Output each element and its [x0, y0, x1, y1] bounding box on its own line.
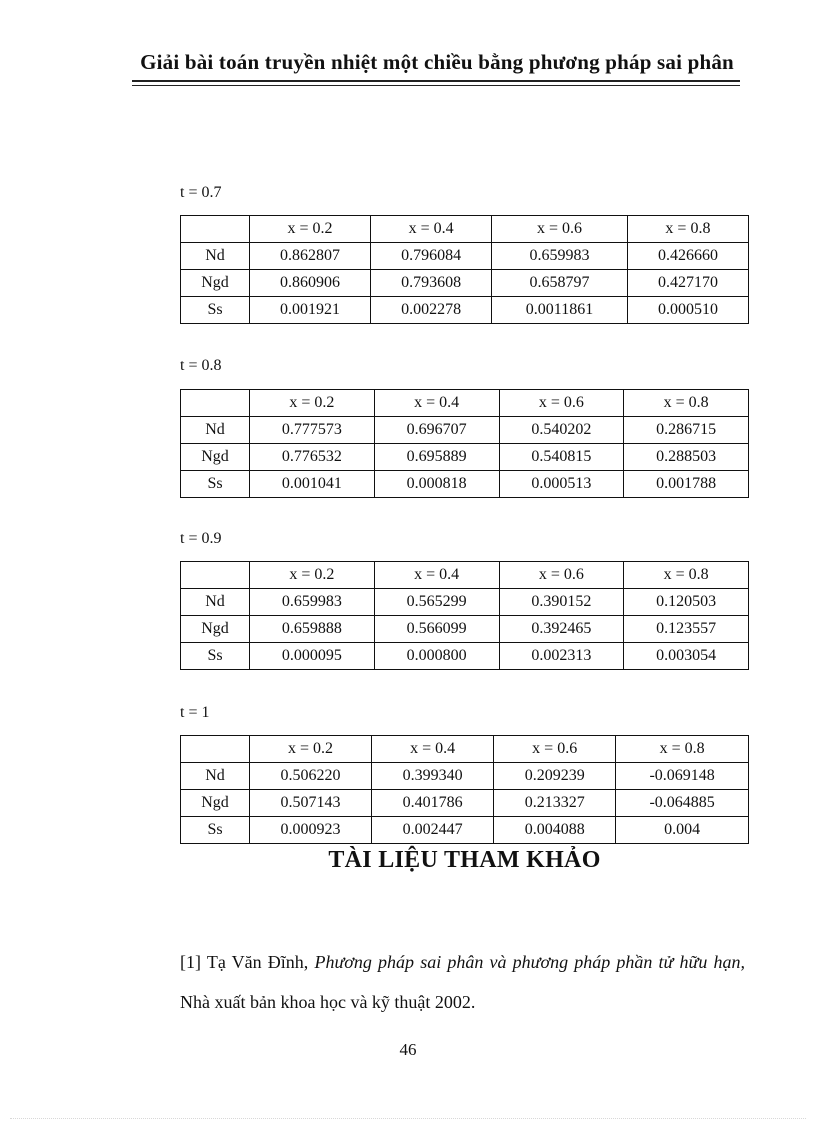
results-table-t1: [180, 735, 749, 844]
row-label: Ngd: [181, 270, 250, 297]
table-row: [181, 589, 749, 616]
table-cell: 0.427170: [627, 270, 748, 297]
table-cell: -0.064885: [616, 790, 749, 817]
row-label: Nd: [181, 243, 250, 270]
table-label-t08: t = 0.8: [180, 357, 222, 374]
table-cell: 0.000923: [250, 817, 372, 844]
col-header: x = 0.6: [499, 562, 624, 589]
row-label: Nd: [181, 589, 250, 616]
page-number: 46: [399, 1040, 417, 1059]
references-heading: TÀI LIỆU THAM KHẢO: [328, 847, 601, 873]
table-cell: 0.000095: [250, 643, 375, 670]
table-row: [181, 297, 749, 324]
table-row: [181, 471, 749, 498]
corner-cell: [181, 216, 250, 243]
table-cell: 0.658797: [492, 270, 628, 297]
table-label-t07: t = 0.7: [180, 184, 222, 201]
col-header: x = 0.6: [499, 390, 624, 417]
table-cell: 0.000513: [499, 471, 624, 498]
table-cell: 0.540202: [499, 417, 624, 444]
row-label: Nd: [181, 763, 250, 790]
table-cell: 0.209239: [494, 763, 616, 790]
results-table-t07: [180, 215, 749, 324]
col-header: x = 0.4: [372, 736, 494, 763]
col-header: x = 0.8: [627, 216, 748, 243]
table-row: [181, 643, 749, 670]
col-header: x = 0.2: [250, 736, 372, 763]
reference-title: Phương pháp sai phân và phương pháp phần tử hữu hạn,: [314, 952, 745, 972]
table-cell: 0.566099: [374, 616, 499, 643]
table-cell: 0.862807: [250, 243, 371, 270]
running-header: Giải bài toán truyền nhiệt một chiều bằng phương pháp sai phân: [140, 50, 734, 74]
row-label: Ss: [181, 297, 250, 324]
col-header: x = 0.4: [374, 390, 499, 417]
row-label: Ngd: [181, 616, 250, 643]
table-cell: 0.004: [616, 817, 749, 844]
table-cell: 0.390152: [499, 589, 624, 616]
table-cell: 0.695889: [374, 444, 499, 471]
reference-number: [1]: [180, 952, 201, 972]
row-label: Ss: [181, 817, 250, 844]
row-label: Ss: [181, 643, 250, 670]
table-row: [181, 763, 749, 790]
table-cell: 0.002447: [372, 817, 494, 844]
table-cell: 0.659888: [250, 616, 375, 643]
table-cell: 0.003054: [624, 643, 749, 670]
table-row: [181, 817, 749, 844]
results-table-t09: [180, 561, 749, 670]
table-cell: 0.776532: [250, 444, 375, 471]
page-bottom-edge: [10, 1118, 806, 1119]
table-cell: 0.001041: [250, 471, 375, 498]
table-cell: 0.001921: [250, 297, 371, 324]
table-row: [181, 616, 749, 643]
table-cell: 0.288503: [624, 444, 749, 471]
table-cell: 0.001788: [624, 471, 749, 498]
table-cell: 0.659983: [492, 243, 628, 270]
corner-cell: [181, 390, 250, 417]
table-row: [181, 417, 749, 444]
results-table-t08: [180, 389, 749, 498]
table-cell: 0.565299: [374, 589, 499, 616]
col-header: x = 0.6: [494, 736, 616, 763]
row-label: Ngd: [181, 444, 250, 471]
table-label-t09: t = 0.9: [180, 530, 222, 547]
table-row: [181, 270, 749, 297]
table-cell: 0.860906: [250, 270, 371, 297]
table-cell: 0.507143: [250, 790, 372, 817]
corner-cell: [181, 562, 250, 589]
col-header: x = 0.4: [374, 562, 499, 589]
col-header: x = 0.6: [492, 216, 628, 243]
table-cell: 0.004088: [494, 817, 616, 844]
table-cell: 0.000800: [374, 643, 499, 670]
table-cell: 0.002278: [371, 297, 492, 324]
col-header: x = 0.4: [371, 216, 492, 243]
reference-author: Tạ Văn Đĩnh,: [206, 952, 309, 972]
table-cell: 0.0011861: [492, 297, 628, 324]
row-label: Ss: [181, 471, 250, 498]
reference-publisher: Nhà xuất bản khoa học và kỹ thuật 2002.: [180, 992, 476, 1012]
row-label: Nd: [181, 417, 250, 444]
corner-cell: [181, 736, 250, 763]
table-row: [181, 790, 749, 817]
table-cell: -0.069148: [616, 763, 749, 790]
table-cell: 0.000818: [374, 471, 499, 498]
col-header: x = 0.2: [250, 216, 371, 243]
table-cell: 0.401786: [372, 790, 494, 817]
col-header: x = 0.8: [616, 736, 749, 763]
table-row: [181, 444, 749, 471]
col-header: x = 0.2: [250, 562, 375, 589]
table-row: [181, 243, 749, 270]
header-rule-thick: [132, 80, 740, 82]
table-cell: 0.000510: [627, 297, 748, 324]
table-cell: 0.777573: [250, 417, 375, 444]
reference-item: [180, 942, 745, 1022]
table-cell: 0.392465: [499, 616, 624, 643]
table-cell: 0.426660: [627, 243, 748, 270]
table-cell: 0.399340: [372, 763, 494, 790]
col-header: x = 0.2: [250, 390, 375, 417]
col-header: x = 0.8: [624, 562, 749, 589]
table-cell: 0.120503: [624, 589, 749, 616]
table-cell: 0.123557: [624, 616, 749, 643]
table-cell: 0.002313: [499, 643, 624, 670]
table-cell: 0.796084: [371, 243, 492, 270]
table-cell: 0.696707: [374, 417, 499, 444]
header-rule-thin: [132, 85, 740, 86]
table-cell: 0.506220: [250, 763, 372, 790]
table-cell: 0.213327: [494, 790, 616, 817]
table-cell: 0.540815: [499, 444, 624, 471]
table-cell: 0.286715: [624, 417, 749, 444]
table-cell: 0.659983: [250, 589, 375, 616]
table-label-t1: t = 1: [180, 704, 210, 721]
table-cell: 0.793608: [371, 270, 492, 297]
col-header: x = 0.8: [624, 390, 749, 417]
row-label: Ngd: [181, 790, 250, 817]
